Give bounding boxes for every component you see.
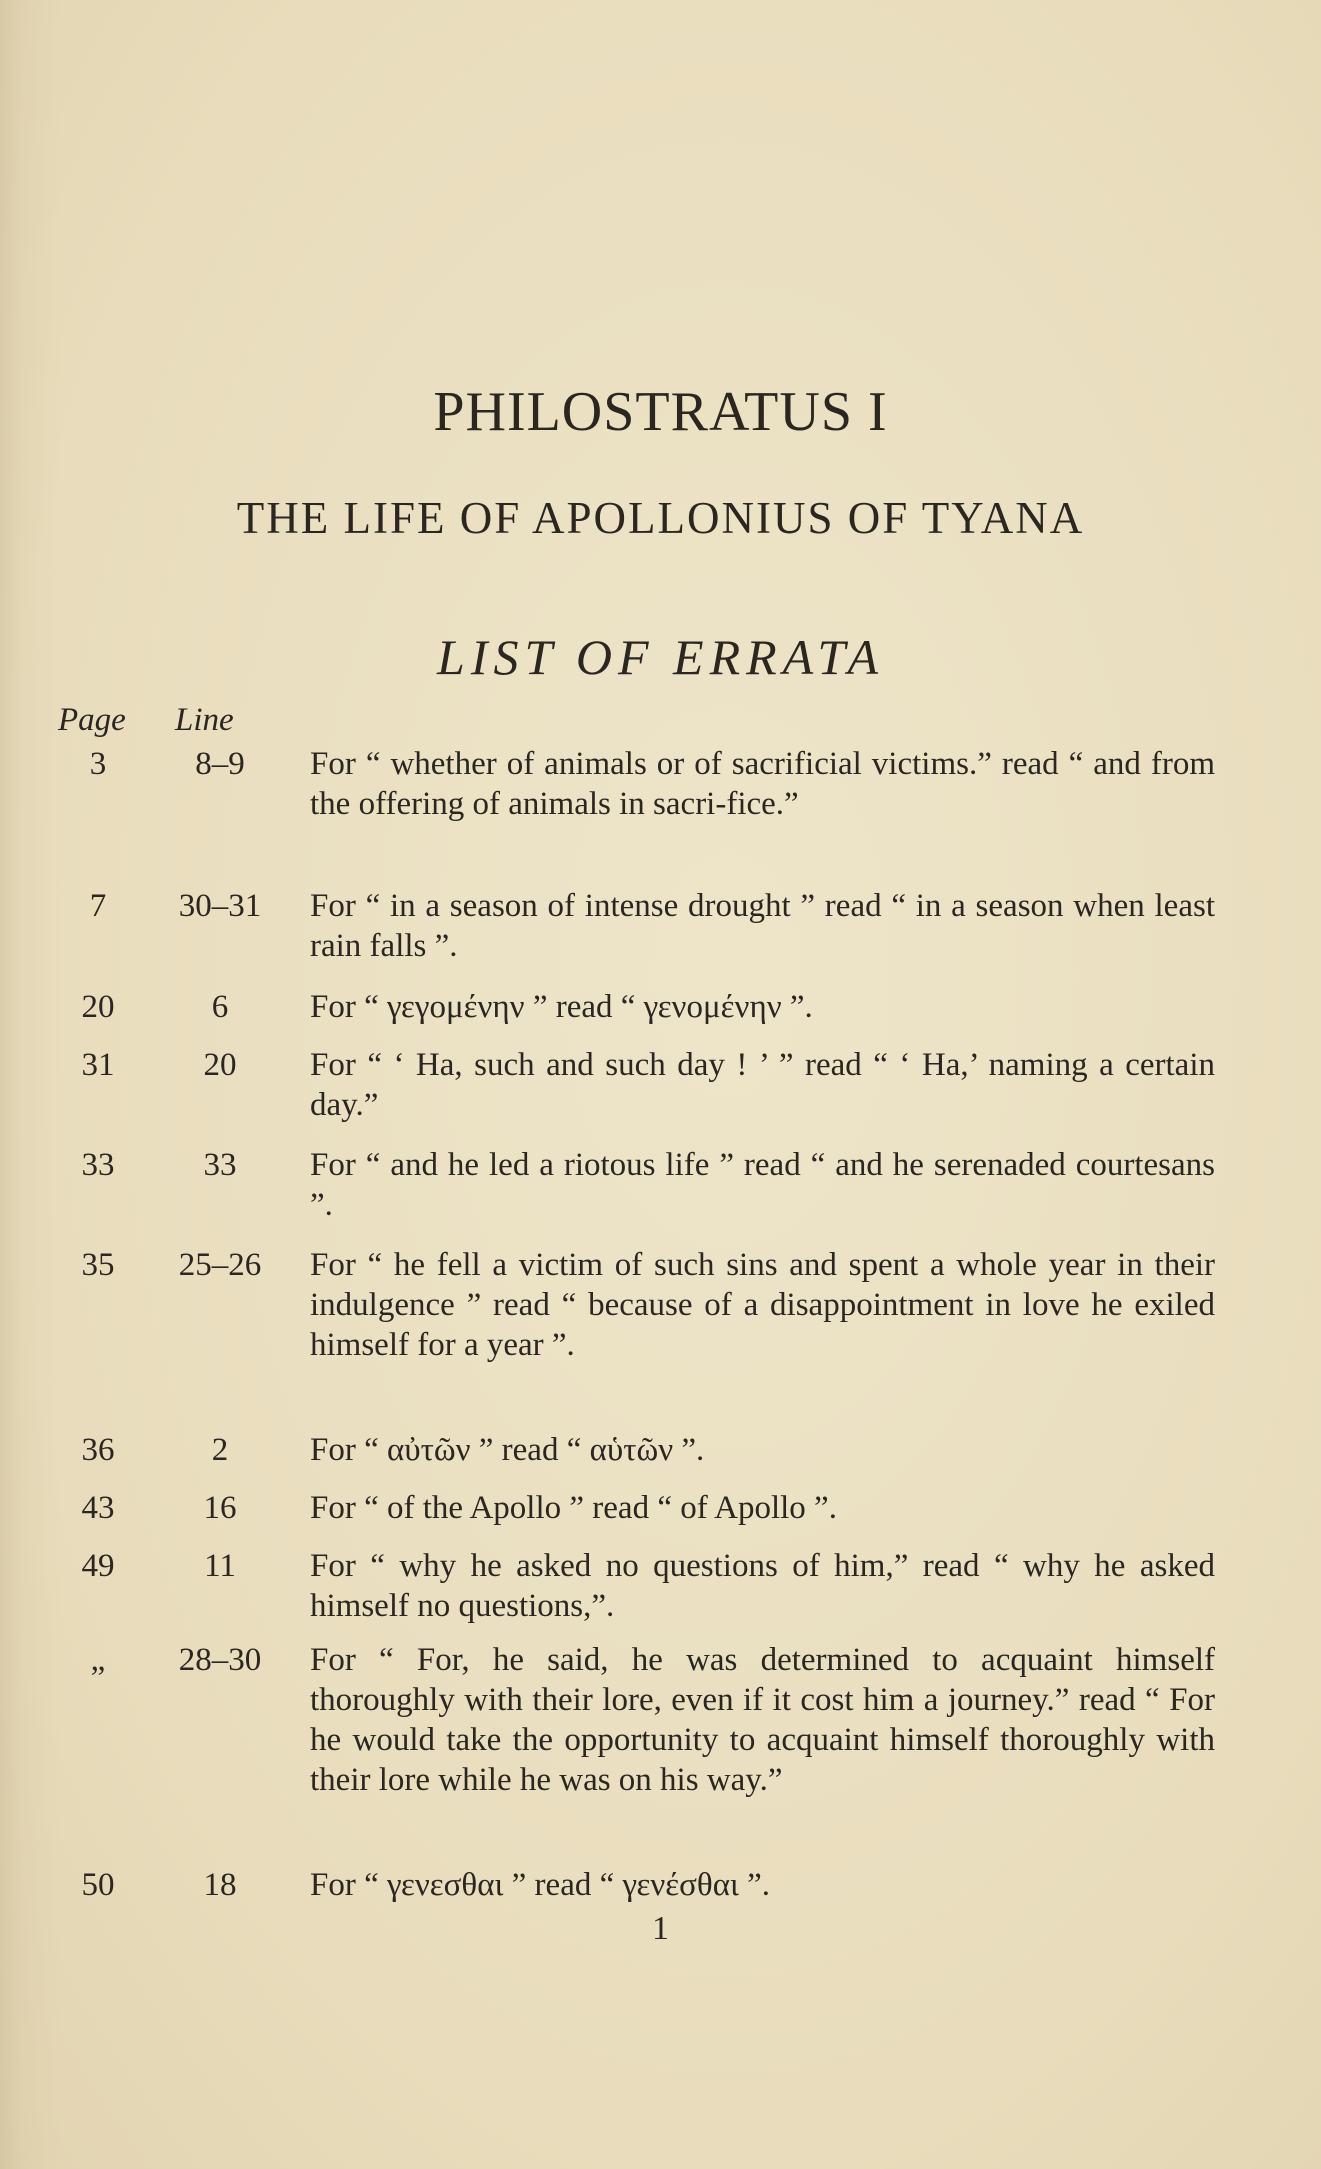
entry-correction: For “ αὐτῶν ” read “ αὑτῶν ”.: [310, 1432, 705, 1468]
entry-correction: For “ γενεσθαι ” read “ γενέσθαι ”.: [310, 1867, 771, 1903]
entry-page: 50: [81, 1867, 115, 1903]
entry-line: 8–9: [195, 746, 245, 782]
entry-line: 25–26: [178, 1247, 262, 1283]
line-column-header: Line: [175, 702, 234, 738]
entry-page: 7: [89, 888, 107, 924]
entry-page: 3: [89, 746, 107, 782]
entry-line: 28–30: [178, 1642, 262, 1678]
entry-correction: For “ why he asked no questions of him,” read “ why he asked himself no questions,”.: [310, 1548, 1215, 1624]
entry-page: 20: [81, 989, 115, 1025]
book-title: PHILOSTRATUS I: [433, 381, 888, 443]
entry-page: 43: [81, 1490, 115, 1526]
entry-line: 30–31: [178, 888, 262, 924]
entry-page: „: [90, 1642, 106, 1678]
page-number: 1: [652, 1910, 669, 1947]
entry-correction: For “ in a season of intense drought ” read “ in a season when least rain falls ”.: [310, 888, 1215, 964]
entry-page: 36: [81, 1432, 115, 1468]
errata-heading: LIST OF ERRATA: [437, 629, 884, 685]
page-column-header: Page: [58, 702, 126, 738]
work-title: THE LIFE OF APOLLONIUS OF TYANA: [236, 493, 1085, 543]
entry-correction: For “ he fell a victim of such sins and spent a whole year in their indulgence ” read “ because of a disappointment in love he exiled himself for a year ”.: [310, 1247, 1215, 1363]
entry-correction: For “ For, he said, he was determined to acquaint himself thoroughly with their lore, even if it cost him a journey.” read “ For he would take the opportunity to acquaint himself thoroughly with their lore while he was on his way.”: [310, 1642, 1215, 1798]
entry-correction: For “ of the Apollo ” read “ of Apollo ”.: [310, 1490, 837, 1526]
entry-page: 49: [81, 1548, 115, 1584]
entry-correction: For “ and he led a riotous life ” read “ and he serenaded courtesans ”.: [310, 1147, 1215, 1223]
entry-correction: For “ γεγομένην ” read “ γενομένην ”.: [310, 989, 813, 1025]
entry-correction: For “ ‘ Ha, such and such day ! ’ ” read “ ‘ Ha,’ naming a certain day.”: [310, 1047, 1215, 1123]
entry-page: 31: [81, 1047, 115, 1083]
entry-line: 16: [203, 1490, 237, 1526]
entry-correction: For “ whether of animals or of sacrificial victims.” read “ and from the offering of animals in sacri-fice.”: [310, 746, 1215, 822]
entry-line: 33: [203, 1147, 237, 1183]
entry-line: 11: [204, 1548, 236, 1584]
entry-page: 33: [81, 1147, 115, 1183]
entry-page: 35: [81, 1247, 115, 1283]
entry-line: 20: [203, 1047, 237, 1083]
entry-line: 18: [203, 1867, 237, 1903]
entry-line: 2: [211, 1432, 229, 1468]
entry-line: 6: [211, 989, 229, 1025]
